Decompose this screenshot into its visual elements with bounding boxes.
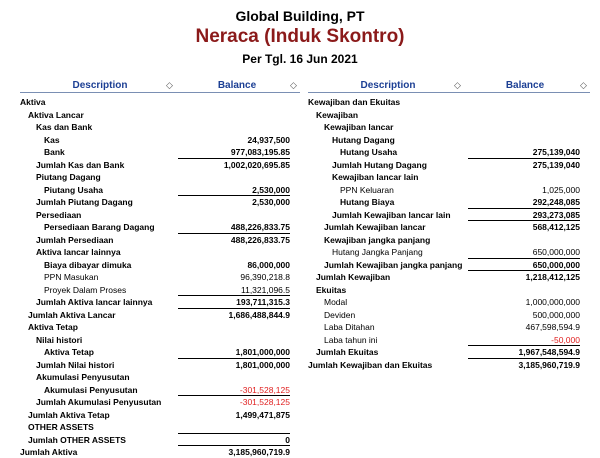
row-balance: 568,412,125	[532, 222, 580, 232]
row-label: Jumlah Kas dan Bank	[36, 159, 125, 170]
table-row[interactable]	[308, 159, 590, 172]
table-row[interactable]	[20, 346, 300, 359]
table-row[interactable]	[20, 309, 300, 322]
row-label: Hutang Jangka Panjang	[332, 247, 423, 257]
row-label: OTHER ASSETS	[28, 422, 94, 432]
table-row[interactable]	[308, 171, 590, 184]
table-row[interactable]	[20, 384, 300, 397]
row-label: Modal	[324, 297, 348, 307]
table-row[interactable]	[308, 134, 590, 147]
balance-header[interactable]: Balance	[505, 80, 545, 91]
row-label: Kas	[44, 134, 60, 145]
table-row[interactable]	[308, 221, 590, 234]
table-row[interactable]	[20, 371, 300, 384]
liabilities-column-header	[308, 80, 590, 93]
row-label: Jumlah Kewajiban lancar lain	[332, 209, 451, 220]
table-row[interactable]	[20, 159, 300, 172]
row-label: Piutang Usaha	[44, 184, 104, 195]
table-row[interactable]	[20, 409, 300, 422]
table-row[interactable]	[308, 296, 590, 309]
row-label: Jumlah Persediaan	[36, 234, 114, 245]
row-label: Hutang Usaha	[340, 147, 398, 157]
row-balance: 3,185,960,719.9	[228, 447, 290, 457]
balance-header[interactable]: Balance	[217, 80, 257, 91]
row-label: Akumulasi Penyusutan	[36, 372, 130, 382]
table-row[interactable]	[308, 259, 590, 272]
row-label: Jumlah Ekuitas	[316, 347, 379, 357]
report-title: Neraca (Induk Skontro)	[195, 26, 405, 47]
table-row[interactable]	[20, 196, 300, 209]
row-balance: 488,226,833.75	[230, 234, 290, 245]
row-label: Laba Ditahan	[324, 322, 375, 332]
row-label: Laba tahun ini	[324, 334, 378, 345]
table-row[interactable]	[20, 446, 300, 458]
table-row[interactable]	[20, 284, 300, 297]
table-row[interactable]	[308, 334, 590, 347]
row-balance: 977,083,195.85	[230, 147, 290, 157]
table-row[interactable]	[20, 434, 300, 447]
row-label: Kewajiban	[316, 109, 359, 120]
row-balance: 2,530,000	[252, 197, 290, 207]
row-label: Kewajiban lancar	[324, 122, 394, 132]
assets-column	[20, 80, 300, 458]
table-row[interactable]	[20, 146, 300, 159]
row-label: Aktiva Tetap	[44, 347, 94, 357]
row-balance: 650,000,000	[532, 247, 580, 257]
row-balance: 1,801,000,000	[235, 359, 290, 370]
sort-icon[interactable]: ◇	[454, 80, 461, 90]
assets-rows	[20, 96, 300, 458]
table-row[interactable]	[20, 271, 300, 284]
description-header[interactable]: Description	[72, 80, 128, 91]
table-row[interactable]	[308, 184, 590, 197]
report-date: Per Tgl. 16 Jun 2021	[242, 52, 358, 66]
table-row[interactable]	[308, 109, 590, 122]
row-balance: 1,801,000,000	[235, 347, 290, 357]
table-row[interactable]	[308, 271, 590, 284]
row-label: Jumlah Nilai histori	[36, 359, 115, 370]
assets-column-header	[20, 80, 300, 93]
table-row[interactable]	[20, 171, 300, 184]
description-header[interactable]: Description	[360, 80, 416, 91]
row-balance: 1,000,000,000	[525, 297, 580, 307]
table-row[interactable]	[308, 121, 590, 134]
row-label: Jumlah Aktiva Lancar	[28, 309, 116, 320]
sort-icon[interactable]: ◇	[166, 80, 173, 90]
sort-icon[interactable]: ◇	[290, 80, 297, 90]
row-label: Jumlah Kewajiban lancar	[324, 222, 426, 232]
table-row[interactable]	[20, 234, 300, 247]
table-row[interactable]	[20, 96, 300, 109]
table-row[interactable]	[20, 296, 300, 309]
row-balance: -301,528,125	[239, 384, 290, 395]
row-balance: 86,000,000	[247, 259, 290, 270]
row-label: Hutang Dagang	[332, 134, 395, 145]
row-label: Kas dan Bank	[36, 122, 93, 132]
table-row[interactable]	[20, 334, 300, 347]
row-balance: 24,937,500	[247, 134, 290, 145]
company-name: Global Building, PT	[235, 8, 365, 24]
row-label: Bank	[44, 147, 65, 157]
row-balance: 96,390,218.8	[240, 272, 290, 282]
table-row[interactable]	[308, 96, 590, 109]
row-label: Proyek Dalam Proses	[44, 284, 127, 295]
row-balance: 0	[285, 434, 290, 445]
row-label: Jumlah Hutang Dagang	[332, 159, 427, 170]
row-label: Kewajiban dan Ekuitas	[308, 97, 401, 107]
table-row[interactable]	[20, 134, 300, 147]
row-balance: 292,248,085	[532, 197, 580, 207]
liabilities-rows	[308, 96, 590, 371]
row-label: Aktiva Tetap	[28, 322, 78, 332]
row-balance: 1,218,412,125	[525, 272, 580, 282]
row-label: Deviden	[324, 309, 356, 320]
table-row[interactable]	[308, 146, 590, 159]
row-label: Aktiva	[20, 97, 46, 107]
row-label: Persediaan	[36, 209, 82, 220]
row-label: Piutang Dagang	[36, 172, 101, 182]
table-row[interactable]	[20, 259, 300, 272]
table-row[interactable]	[20, 246, 300, 259]
liabilities-column	[308, 80, 590, 371]
row-label: Jumlah Aktiva	[20, 447, 78, 457]
row-label: Ekuitas	[316, 284, 347, 295]
row-balance: 1,967,548,594.9	[518, 347, 580, 357]
row-label: Jumlah Aktiva Tetap	[28, 409, 110, 420]
table-row[interactable]	[20, 184, 300, 197]
row-label: Kewajiban lancar lain	[332, 172, 419, 182]
row-balance: 500,000,000	[532, 309, 580, 320]
table-row[interactable]	[308, 346, 590, 359]
row-balance: 11,321,096.5	[241, 284, 290, 295]
row-label: Biaya dibayar dimuka	[44, 259, 132, 270]
row-balance: 275,139,040	[532, 159, 580, 170]
table-row[interactable]	[308, 234, 590, 247]
table-row[interactable]	[308, 284, 590, 297]
row-label: Aktiva Lancar	[28, 109, 84, 120]
row-label: Jumlah Kewajiban jangka panjang	[324, 259, 463, 270]
table-row[interactable]	[308, 321, 590, 334]
table-row[interactable]	[20, 321, 300, 334]
row-label: Akumulasi Penyusutan	[44, 384, 138, 395]
row-balance: 275,139,040	[532, 147, 580, 157]
table-row[interactable]	[308, 196, 590, 209]
row-balance: -50,000	[551, 334, 580, 345]
row-balance: 1,002,020,695.85	[223, 159, 290, 170]
row-balance: 467,598,594.9	[525, 322, 580, 332]
row-balance: 1,025,000	[542, 184, 580, 195]
sort-icon[interactable]: ◇	[580, 80, 587, 90]
row-label: PPN Masukan	[44, 272, 99, 282]
table-row[interactable]	[20, 421, 300, 434]
row-balance: 193,711,315.3	[236, 297, 290, 307]
row-label: Persediaan Barang Dagang	[44, 222, 155, 232]
row-balance: 1,499,471,875	[235, 409, 290, 420]
row-balance: -301,528,125	[239, 397, 290, 407]
table-row[interactable]	[20, 121, 300, 134]
table-row[interactable]	[20, 396, 300, 409]
row-balance: 3,185,960,719.9	[518, 359, 580, 370]
table-row[interactable]	[20, 359, 300, 372]
row-label: PPN Keluaran	[340, 184, 394, 195]
row-balance: 1,686,488,844.9	[228, 309, 290, 320]
row-balance: 2,530,000	[252, 184, 290, 195]
table-row[interactable]	[20, 109, 300, 122]
row-label: Aktiva lancar lainnya	[36, 247, 121, 257]
row-balance: 650,000,000	[532, 259, 580, 270]
row-label: Jumlah Kewajiban dan Ekuitas	[308, 359, 433, 370]
row-label: Jumlah OTHER ASSETS	[28, 434, 126, 445]
table-row[interactable]	[308, 359, 590, 372]
row-label: Nilai histori	[36, 334, 83, 345]
row-label: Kewajiban jangka panjang	[324, 234, 431, 245]
row-label: Jumlah Piutang Dagang	[36, 197, 133, 207]
table-row[interactable]	[308, 309, 590, 322]
table-row[interactable]	[20, 209, 300, 222]
row-balance: 293,273,085	[532, 209, 580, 220]
table-row[interactable]	[308, 209, 590, 222]
row-label: Hutang Biaya	[340, 197, 395, 207]
row-label: Jumlah Akumulasi Penyusutan	[36, 397, 162, 407]
table-row[interactable]	[308, 246, 590, 259]
row-label: Jumlah Kewajiban	[316, 272, 391, 282]
row-label: Jumlah Aktiva lancar lainnya	[36, 297, 153, 307]
row-balance: 488,226,833.75	[230, 222, 290, 232]
table-row[interactable]	[20, 221, 300, 234]
